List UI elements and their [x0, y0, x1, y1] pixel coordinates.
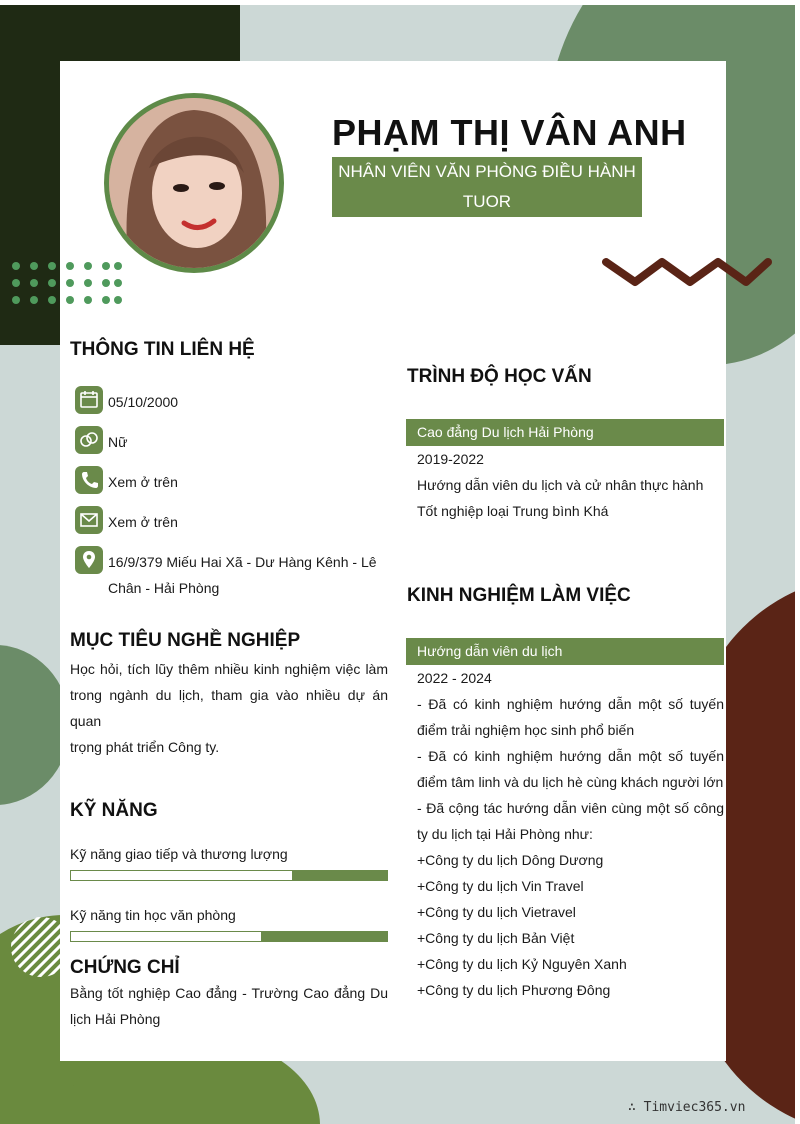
skill-bar: [70, 931, 388, 942]
experience-line: điểm tâm linh và du lịch hè cùng khách người lớn: [417, 774, 724, 790]
objective-heading: MỤC TIÊU NGHỀ NGHIỆP: [70, 630, 301, 651]
skill-bar-fill: [71, 932, 261, 941]
email: Xem ở trên: [108, 514, 178, 530]
decor-striped-circle: [10, 916, 72, 978]
email-icon: [75, 506, 103, 534]
phone: Xem ở trên: [108, 474, 178, 490]
experience-line: - Đã có kinh nghiệm hướng dẫn một số tuyến: [417, 748, 724, 764]
education-grade: Tốt nghiệp loại Trung bình Khá: [417, 503, 609, 519]
contact-heading: THÔNG TIN LIÊN HỆ: [70, 339, 255, 360]
education-major: Hướng dẫn viên du lịch và cử nhân thực hành: [417, 477, 704, 493]
experience-line: +Công ty du lịch Dông Dương: [417, 852, 604, 868]
certificate-line: lịch Hải Phòng: [70, 1011, 161, 1027]
certificate-text: [70, 980, 388, 1032]
decor-zigzag: [600, 252, 775, 292]
watermark-text: Timviec365.vn: [643, 1100, 746, 1115]
experience-line: +Công ty du lịch Vin Travel: [417, 878, 584, 894]
experience-line: - Đã có kinh nghiệm hướng dẫn một số tuyến: [417, 696, 724, 712]
experience-line: điểm trải nghiệm học sinh phổ biến: [417, 722, 635, 738]
location-pin-icon: [75, 546, 103, 574]
birth-date: 05/10/2000: [108, 394, 179, 410]
skills-heading: KỸ NĂNG: [70, 800, 158, 821]
gender: Nữ: [108, 434, 128, 450]
candidate-name: PHẠM THỊ VÂN ANH: [332, 112, 687, 153]
watermark: ∴ Timviec365.vn: [628, 1100, 746, 1115]
objective-line: trong ngành du lịch, tham gia vào nhiều dự án quan: [70, 687, 388, 729]
experience-line: +Công ty du lịch Bản Việt: [417, 930, 575, 946]
experience-years: 2022 - 2024: [417, 670, 492, 686]
skill-label: Kỹ năng giao tiếp và thương lượng: [70, 846, 288, 862]
phone-icon: [75, 466, 103, 494]
education-years: 2019-2022: [417, 451, 484, 467]
education-heading: TRÌNH ĐỘ HỌC VẤN: [407, 366, 592, 387]
experience-line: ty du lịch tại Hải Phòng như:: [417, 826, 593, 842]
experience-line: - Đã cộng tác hướng dẫn viên cùng một số công: [417, 800, 724, 816]
certificate-line: Bằng tốt nghiệp Cao đẳng - Trường Cao đẳng Du: [70, 985, 388, 1001]
education-school-bar: Cao đẳng Du lịch Hải Phòng: [406, 419, 724, 446]
certificates-heading: CHỨNG CHỈ: [70, 957, 180, 978]
experience-details: [417, 691, 724, 1003]
objective-line: Học hỏi, tích lũy thêm nhiều kinh nghiệm việc làm: [70, 661, 388, 677]
experience-line: +Công ty du lịch Kỷ Nguyên Xanh: [417, 956, 627, 972]
address-line: Chân - Hải Phòng: [108, 580, 220, 596]
address-line: 16/9/379 Miếu Hai Xã - Dư Hàng Kênh - Lê: [108, 554, 377, 570]
skill-bar-fill: [71, 871, 292, 880]
job-title-line: TUOR: [462, 192, 512, 211]
profile-photo: [104, 93, 284, 273]
calendar-icon: [75, 386, 103, 414]
experience-line: +Công ty du lịch Vietravel: [417, 904, 576, 920]
address: [108, 549, 388, 601]
skill-label: Kỹ năng tin học văn phòng: [70, 907, 236, 923]
experience-line: +Công ty du lịch Phương Đông: [417, 982, 611, 998]
job-title-line: NHÂN VIÊN VĂN PHÒNG ĐIỀU HÀNH: [338, 162, 636, 181]
experience-heading: KINH NGHIỆM LÀM VIỆC: [407, 585, 631, 606]
objective-line: trọng phát triển Công ty.: [70, 739, 220, 755]
objective-text: [70, 656, 388, 760]
gender-icon: [75, 426, 103, 454]
job-title-banner: [332, 157, 642, 217]
skill-bar: [70, 870, 388, 881]
experience-position-bar: Hướng dẫn viên du lịch: [406, 638, 724, 665]
